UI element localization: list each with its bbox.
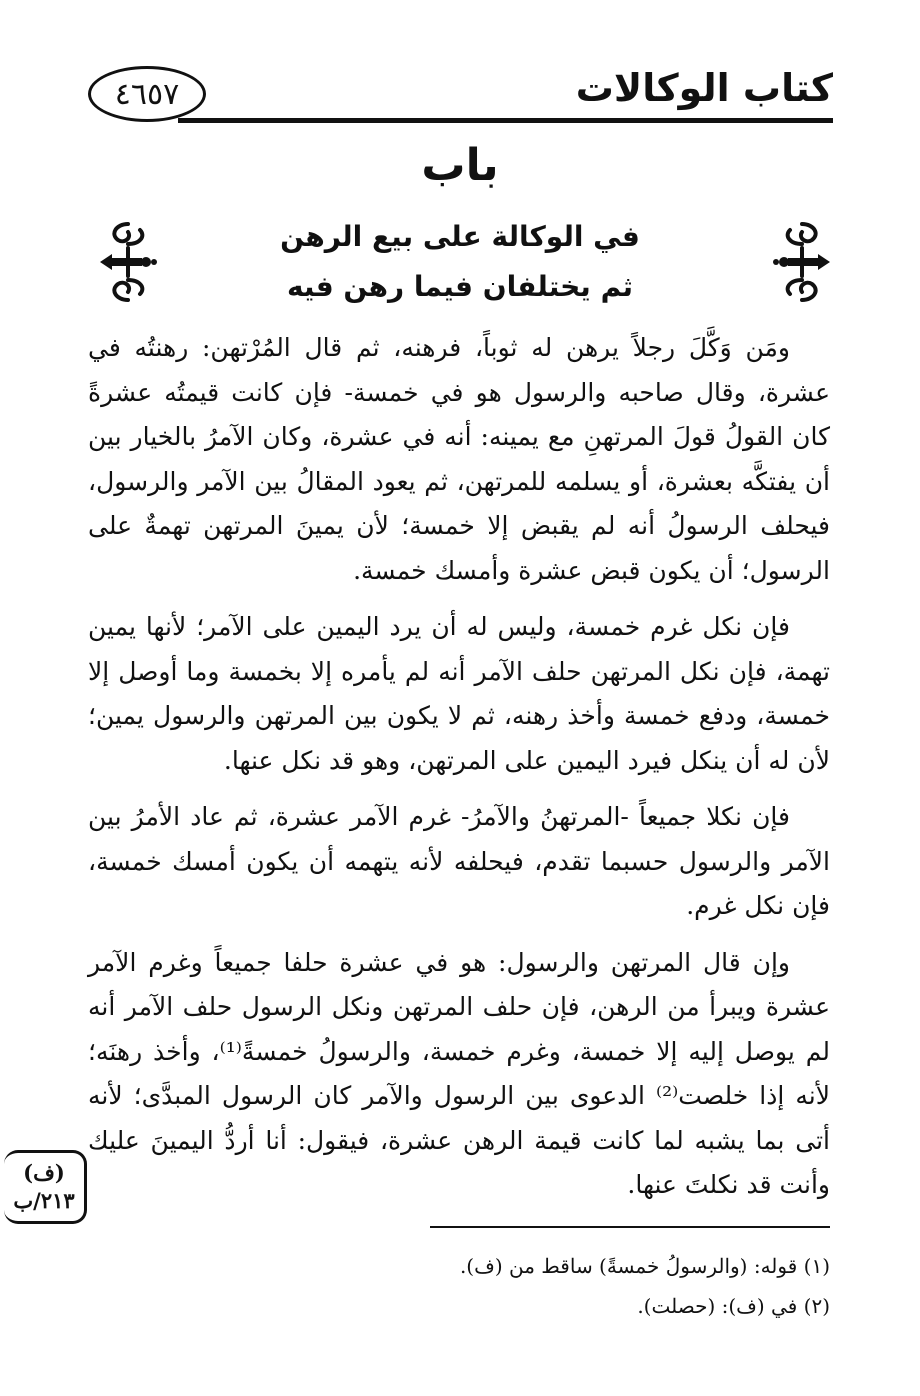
page-number: ٤٦٥٧: [88, 66, 206, 122]
paragraph: فإن نكل غرم خمسة، وليس له أن يرد اليمين على الآمر؛ لأنها يمين تهمة، فإن نكل المرتهن حلف الآمر أنه لم يأمره إلا بخمسة وما أوصل إلا خمسة، ودفع خمسة وأخذ رهنه، ثم لا يكون بين المرتهن والرسول يمين؛ لأن له أن ينكل فيرد اليمين على المرتهن، وهو قد نكل عنها.: [88, 612, 830, 775]
header-rule: [178, 118, 833, 123]
paragraph: ومَن وَكَّلَ رجلاً يرهن له ثوباً، فرهنه، ثم قال المُرْتهن: رهنتُه في عشرة، وقال صاحبه والرسول هو في خمسة- فإن كانت قيمتُه عشرةً كان القولُ قولَ المرتهنِ مع يمينه: أنه في عشرة، وكان الآمرُ بالخيار بين أن يفتكَّه بعشرة، أو يسلمه للمرتهن، ثم يعود المقالُ بين الآمر والرسول، فيحلف الرسولُ أنه لم يقبض إلا خمسة؛ لأن يمينَ المرتهن تهمةٌ على الرسول؛ أن يكون قبض عشرة وأمسك خمسة.: [88, 333, 830, 585]
footnote: (١) قوله: (والرسولُ خمسةً) ساقط من (ف).: [459, 1254, 830, 1278]
footnote-separator: [430, 1226, 830, 1228]
main-text: [88, 326, 830, 1220]
page-header: [88, 52, 833, 132]
manuscript-folio-note: [4, 1150, 87, 1224]
floral-ornament-icon: [770, 218, 834, 306]
folio-reference: ٢١٣/ب: [13, 1188, 75, 1213]
chapter-title: باب: [421, 140, 499, 191]
footnote: (٢) في (ف): (حصلت).: [637, 1294, 830, 1318]
floral-ornament-icon: [96, 218, 160, 306]
running-head-title: كتاب الوكالات: [575, 66, 833, 110]
manuscript-siglum: (ف): [23, 1160, 65, 1185]
chapter-subtitle-line-1: في الوكالة على بيع الرهن: [280, 220, 640, 253]
paragraph: فإن نكلا جميعاً -المرتهنُ والآمرُ- غرم الآمر عشرة، ثم عاد الأمرُ بين الآمر والرسول حسبما تقدم، فيحلفه لأنه يتهمه أن يكون أمسك خمسة، فإن نكل غرم.: [88, 802, 830, 920]
footnotes: [88, 1246, 830, 1326]
paragraph: وإن قال المرتهن والرسول: هو في عشرة حلفا جميعاً وغرم الآمر عشرة ويبرأ من الرهن، فإن حلف المرتهن ونكل الرسول حلف الآمر أنه لم يوصل إليه إلا خمسة، وغرم خمسة، والرسولُ خمسةً⁽¹⁾، وأخذ رهنَه؛ لأنه إذا خلصت⁽²⁾ الدعوى بين الرسول والآمر كان الرسول المبدَّى؛ لأنه أتى بما يشبه لما كانت قيمة الرهن عشرة، فيقول: أنا أردُّ اليمينَ عليك وأنت قد نكلتَ عنها.: [88, 947, 830, 1199]
chapter-subtitle-line-2: ثم يختلفان فيما رهن فيه: [286, 270, 634, 303]
